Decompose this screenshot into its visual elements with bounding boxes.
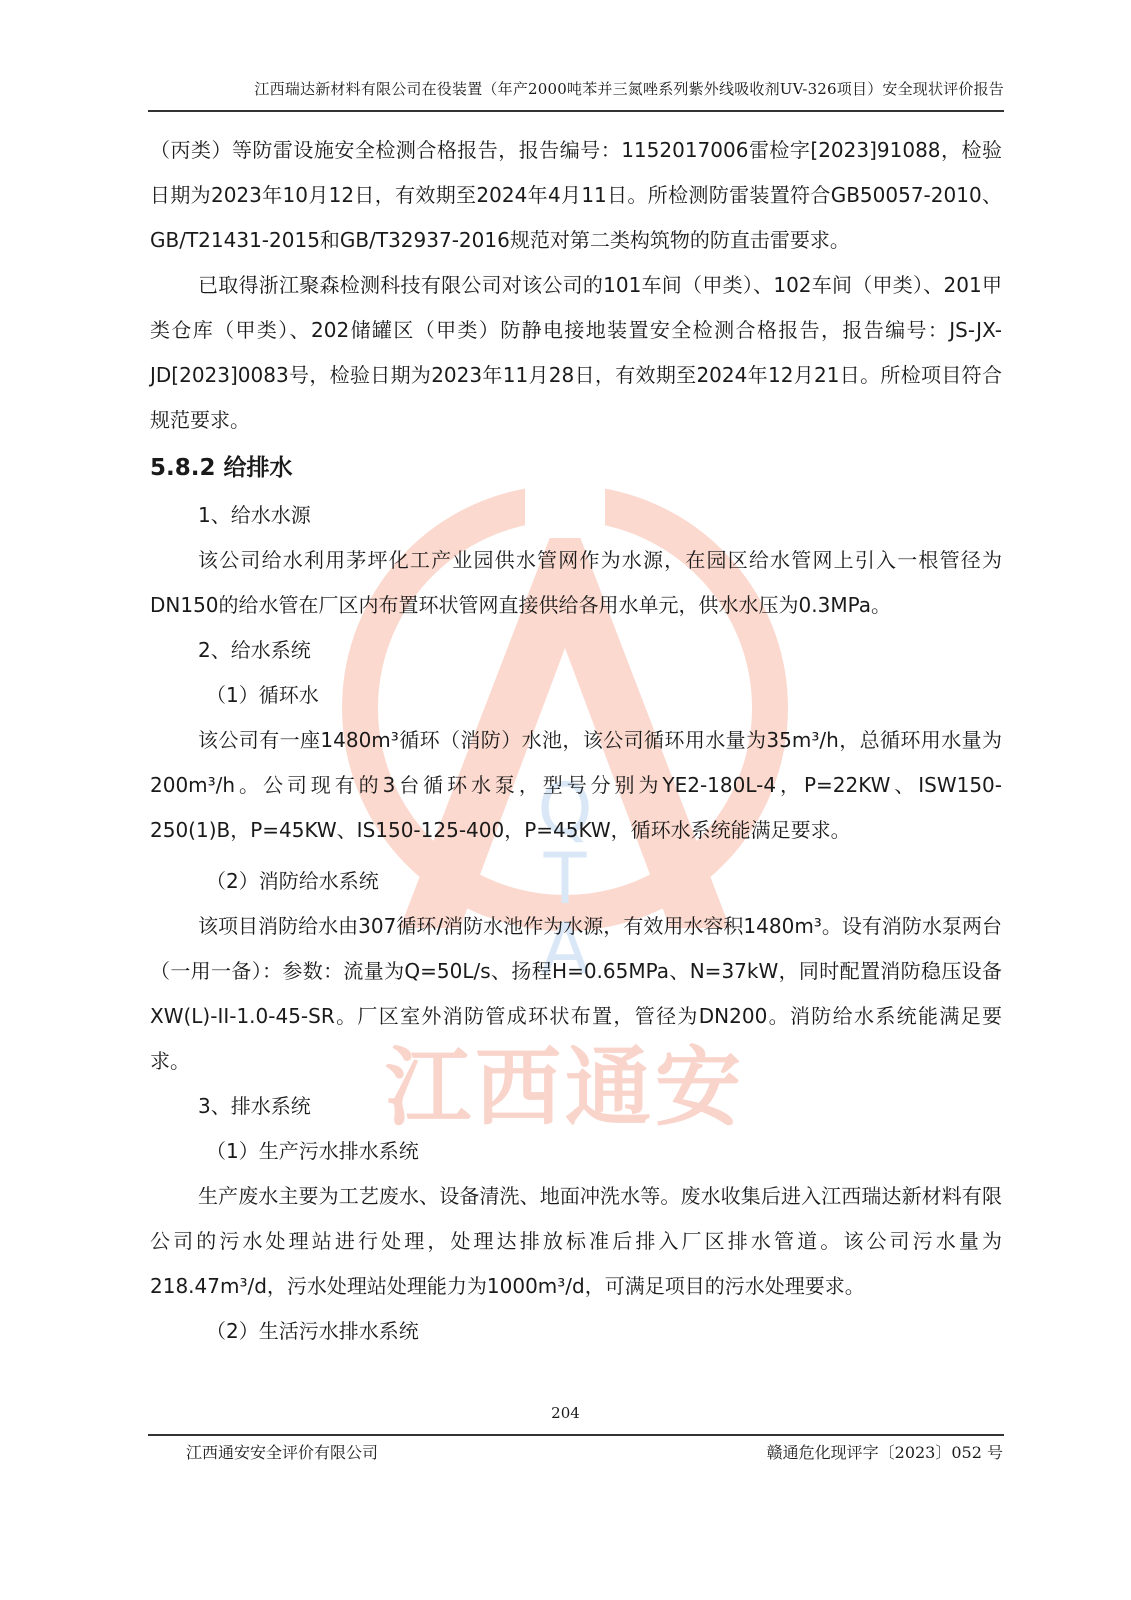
paragraph-fire-water: 该项目消防给水由307循环/消防水池作为水源，有效用水容积1480m³。设有消防水泵两台（一用一备）：参数：流量为Q=50L/s、扬程H=0.65MPa、N=37kW，同时配置消防稳压设备XW(L)-II-1.0-45-SR。厂区室外消防管成环状布置，管径为DN200。消防给水系统能满足要求。 — [150, 914, 1002, 1073]
paragraph-water-source: 该公司给水利用茅坪化工产业园供水管网作为水源，在园区给水管网上引入一根管径为DN150的给水管在厂区内布置环状管网直接供给各用水单元，供水水压为0.3MPa。 — [150, 548, 1002, 617]
page-number: 204 — [551, 1404, 580, 1422]
footer-doc-number: 赣通危化现评字〔2023〕052 号 — [766, 1443, 1003, 1462]
paragraph-production-sewage: 生产废水主要为工艺废水、设备清洗、地面冲洗水等。废水收集后进入江西瑞达新材料有限公司的污水处理站进行处理，处理达排放标准后排入厂区排水管道。该公司污水量为218.47m³/d，污水处理站处理能力为1000m³/d，可满足项目的污水处理要求。 — [150, 1184, 1002, 1298]
subheading-circulating-water: （1）循环水 — [206, 683, 319, 707]
watermark-letter-a: A — [541, 908, 589, 990]
watermark-letter-q: Q — [537, 768, 593, 850]
subheading-domestic-sewage: （2）生活污水排水系统 — [206, 1319, 419, 1343]
watermark-letter-t: T — [543, 838, 587, 920]
document-body — [150, 128, 1002, 1354]
footer-company: 江西通安安全评价有限公司 — [186, 1443, 379, 1462]
paragraph-circulating-water: 该公司有一座1480m³循环（消防）水池，该公司循环用水量为35m³/h，总循环用水量为200m³/h。公司现有的3台循环水泵，型号分别为YE2-180L-4，P=22KW、ISW150-250(1)B，P=45KW、IS150-125-400，P=45KW，循环水系统能满足要求。 — [150, 728, 1002, 842]
subheading-fire-water: （2）消防给水系统 — [206, 869, 379, 893]
subheading-drainage: 3、排水系统 — [198, 1094, 311, 1118]
subheading-water-source: 1、给水水源 — [198, 503, 311, 527]
page-header: 江西瑞达新材料有限公司在役装置（年产2000吨苯并三氮唑系列紫外线吸收剂UV-326项目）安全现状评价报告 — [254, 80, 1004, 98]
section-title: 5.8.2 给排水 — [150, 455, 293, 481]
footer-divider — [148, 1434, 1004, 1436]
subheading-water-system: 2、给水系统 — [198, 638, 311, 662]
header-divider — [148, 110, 1004, 112]
paragraph-lightning-report: （丙类）等防雷设施安全检测合格报告，报告编号：1152017006雷检字[2023]91088，检验日期为2023年10月12日，有效期至2024年4月11日。所检测防雷装置符合GB50057-2010、GB/T21431-2015和GB/T32937-2016规范对第二类构筑物的防直击雷要求。 — [150, 138, 1002, 252]
subheading-production-sewage: （1）生产污水排水系统 — [206, 1139, 419, 1163]
watermark-text: 江西通安 — [385, 1038, 745, 1138]
paragraph-static-report: 已取得浙江聚森检测科技有限公司对该公司的101车间（甲类）、102车间（甲类）、201甲类仓库（甲类）、202储罐区（甲类）防静电接地装置安全检测合格报告，报告编号：JS-JX-JD[2023]0083号，检验日期为2023年11月28日，有效期至2024年12月21日。所检项目符合规范要求。 — [150, 273, 1002, 432]
